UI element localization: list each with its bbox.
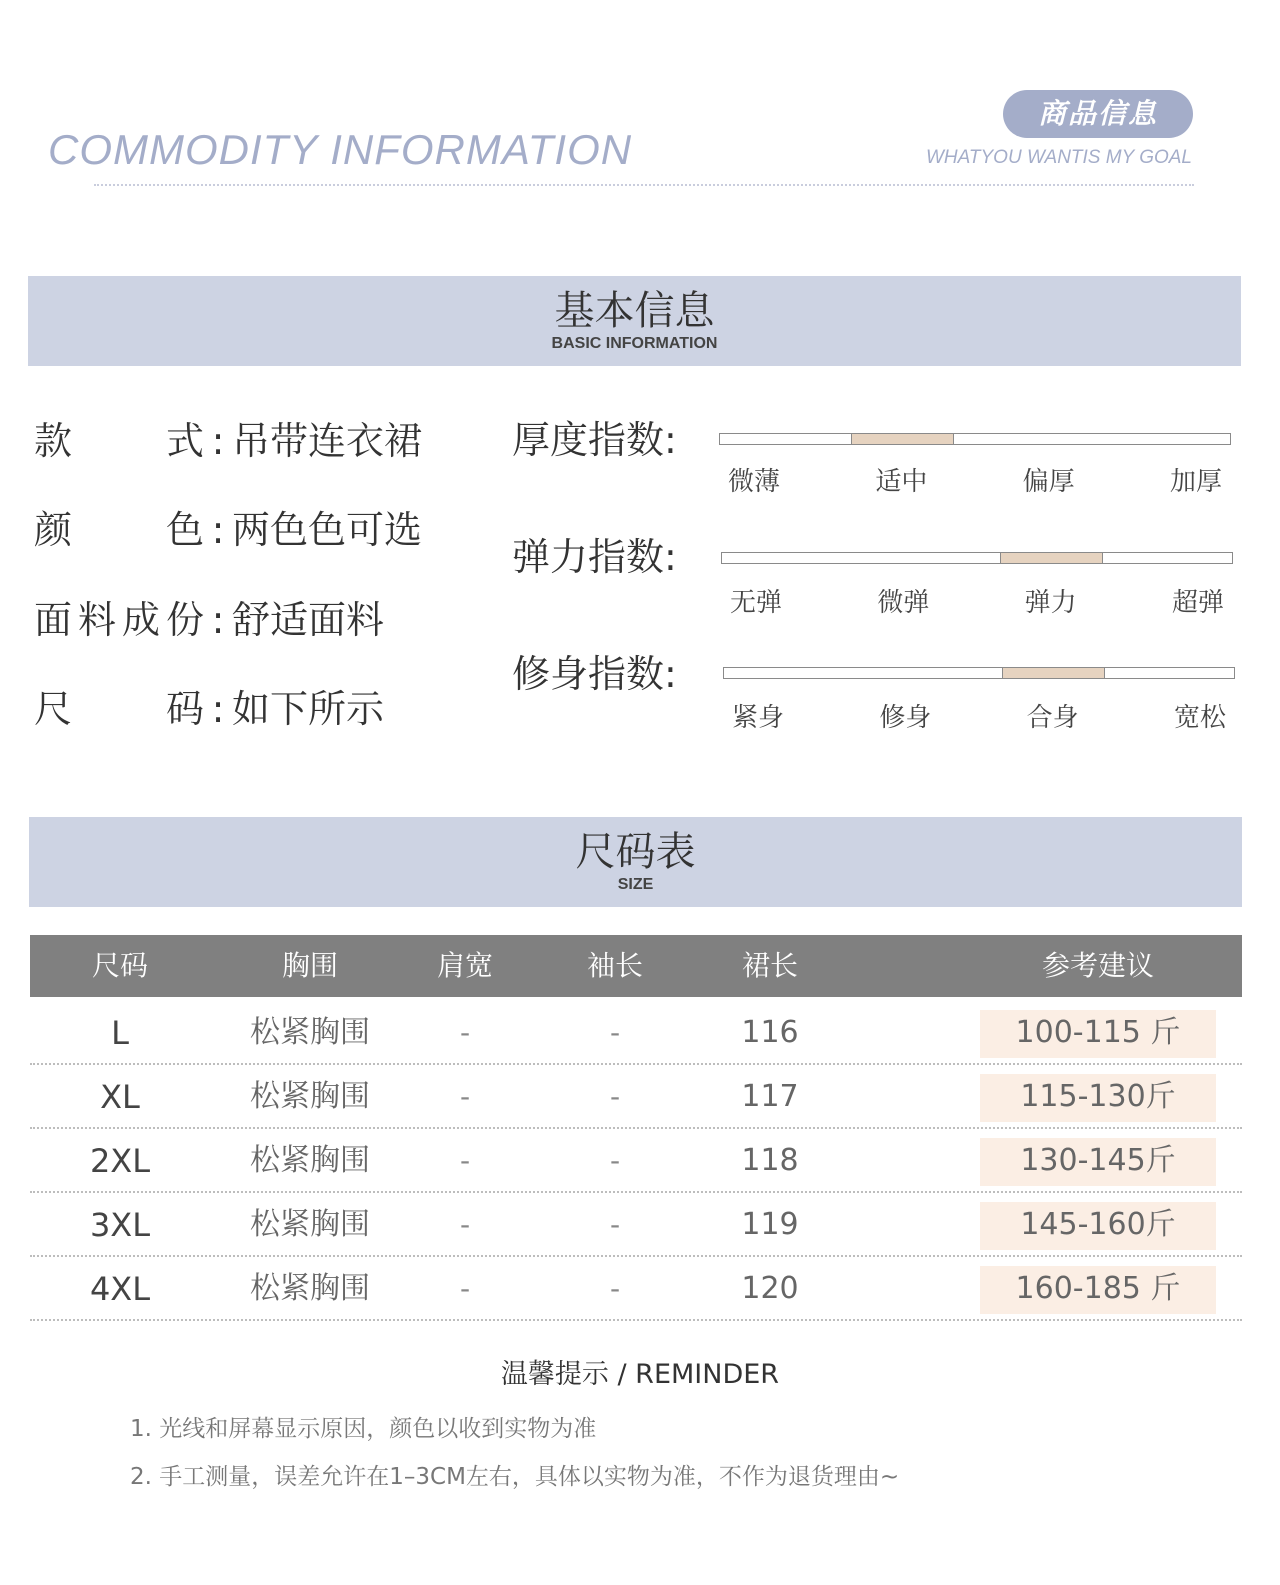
cell-shoulder: -: [459, 1080, 471, 1113]
basic-info-subtitle: BASIC INFORMATION: [551, 335, 718, 352]
header-sleeve: 袖长: [586, 949, 643, 982]
cell-length: 120: [741, 1271, 799, 1306]
cell-size: 3XL: [89, 1206, 151, 1244]
fit-index-label: 修身指数:: [512, 652, 677, 696]
elasticity-index-track: [721, 552, 1233, 564]
header-chest: 胸围: [281, 949, 338, 982]
index-tick: 宽松: [1173, 703, 1226, 733]
cell-length: 116: [741, 1015, 799, 1050]
table-row: [30, 1129, 1242, 1193]
info-value: 吊带连衣裙: [232, 419, 423, 463]
index-tick: 加厚: [1169, 467, 1222, 497]
header-size: 尺码: [91, 949, 148, 982]
cell-length: 117: [741, 1079, 799, 1114]
header-shoulder: 肩宽: [436, 949, 493, 982]
cell-size: 2XL: [89, 1142, 151, 1180]
index-tick: 偏厚: [1022, 467, 1075, 497]
cell-shoulder: -: [459, 1272, 471, 1305]
reminder-title: 温馨提示 / REMINDER: [500, 1359, 780, 1390]
info-value: 两色色可选: [232, 508, 423, 552]
thickness-index-label: 厚度指数:: [512, 418, 677, 462]
cell-sleeve: -: [609, 1144, 621, 1177]
fit-index-ticks: [723, 697, 1235, 731]
table-row: [30, 1257, 1242, 1321]
cell-length: 119: [741, 1207, 799, 1242]
thickness-index-fill: [851, 433, 953, 445]
index-tick: 微薄: [727, 467, 780, 497]
cell-chest: 松紧胸围: [250, 1207, 370, 1242]
cell-chest: 松紧胸围: [250, 1015, 370, 1050]
index-tick: 超弹: [1171, 588, 1224, 618]
info-label: 颜 色: [34, 508, 204, 552]
info-row-style: [34, 416, 422, 466]
cell-sleeve: -: [609, 1016, 621, 1049]
fit-index-fill: [1002, 667, 1104, 679]
cell-sleeve: -: [609, 1080, 621, 1113]
cell-suggest: 160-185 斤: [1015, 1271, 1181, 1306]
cell-shoulder: -: [459, 1208, 471, 1241]
basic-info-title: 基本信息: [554, 288, 715, 334]
thickness-index-ticks: [719, 461, 1231, 495]
info-label: 尺 码: [34, 687, 204, 731]
cell-chest: 松紧胸围: [250, 1079, 370, 1114]
index-tick: 弹力: [1024, 588, 1077, 618]
size-table: [30, 935, 1242, 1321]
size-subtitle: SIZE: [617, 876, 654, 893]
info-label: 款 式: [34, 419, 204, 463]
cell-chest: 松紧胸围: [250, 1271, 370, 1306]
cell-size: L: [111, 1014, 129, 1052]
cell-sleeve: -: [609, 1272, 621, 1305]
info-colon: :: [211, 508, 225, 552]
info-label: 面料成份: [34, 598, 204, 642]
cell-shoulder: -: [459, 1144, 471, 1177]
index-tick: 合身: [1026, 703, 1079, 733]
cell-suggest: 100-115 斤: [1015, 1015, 1181, 1050]
page-title: COMMODITY INFORMATION: [48, 126, 633, 173]
elasticity-index-label: 弹力指数:: [512, 535, 677, 579]
thickness-index: [719, 433, 1231, 495]
reminder-line: 1. 光线和屏幕显示原因，颜色以收到实物为准: [130, 1416, 597, 1442]
header-suggest: 参考建议: [1041, 949, 1154, 982]
cell-suggest: 145-160斤: [1020, 1207, 1176, 1242]
table-row: [30, 1001, 1242, 1065]
cell-suggest: 115-130斤: [1020, 1079, 1176, 1114]
cell-shoulder: -: [459, 1016, 471, 1049]
table-row: [30, 1193, 1242, 1257]
index-tick: 紧身: [731, 703, 784, 733]
info-value: 舒适面料: [232, 598, 385, 642]
size-table-header: [30, 935, 1242, 997]
thickness-index-track: [719, 433, 1231, 445]
cell-size: 4XL: [89, 1270, 151, 1308]
index-tick: 微弹: [877, 588, 930, 618]
index-tick: 无弹: [729, 588, 782, 618]
info-row-fabric: [34, 595, 384, 645]
size-band: [29, 817, 1242, 907]
elasticity-index: [721, 552, 1233, 616]
reminder-line: 2. 手工测量，误差允许在1–3CM左右，具体以实物为准，不作为退货理由~: [130, 1464, 900, 1490]
cell-sleeve: -: [609, 1208, 621, 1241]
info-colon: :: [211, 687, 225, 731]
fit-index-track: [723, 667, 1235, 679]
header-subtitle: WHATYOU WANTIS MY GOAL: [925, 147, 1192, 168]
cell-size: XL: [100, 1078, 140, 1116]
basic-info-band: [28, 276, 1241, 366]
table-row: [30, 1065, 1242, 1129]
cell-suggest: 130-145斤: [1020, 1143, 1176, 1178]
info-value: 如下所示: [232, 687, 385, 731]
info-colon: :: [211, 419, 225, 463]
elasticity-index-fill: [1000, 552, 1102, 564]
header-divider: [94, 184, 1194, 186]
info-colon: :: [211, 598, 225, 642]
info-row-color: [34, 505, 422, 555]
cell-length: 118: [741, 1143, 799, 1178]
info-row-size: [34, 684, 384, 734]
fit-index: [723, 667, 1235, 731]
header-length: 裙长: [741, 949, 798, 982]
cell-chest: 松紧胸围: [250, 1143, 370, 1178]
elasticity-index-ticks: [721, 582, 1233, 616]
header-badge: 商品信息: [1003, 90, 1193, 138]
index-tick: 修身: [879, 703, 932, 733]
size-title: 尺码表: [575, 829, 696, 875]
index-tick: 适中: [875, 467, 928, 497]
